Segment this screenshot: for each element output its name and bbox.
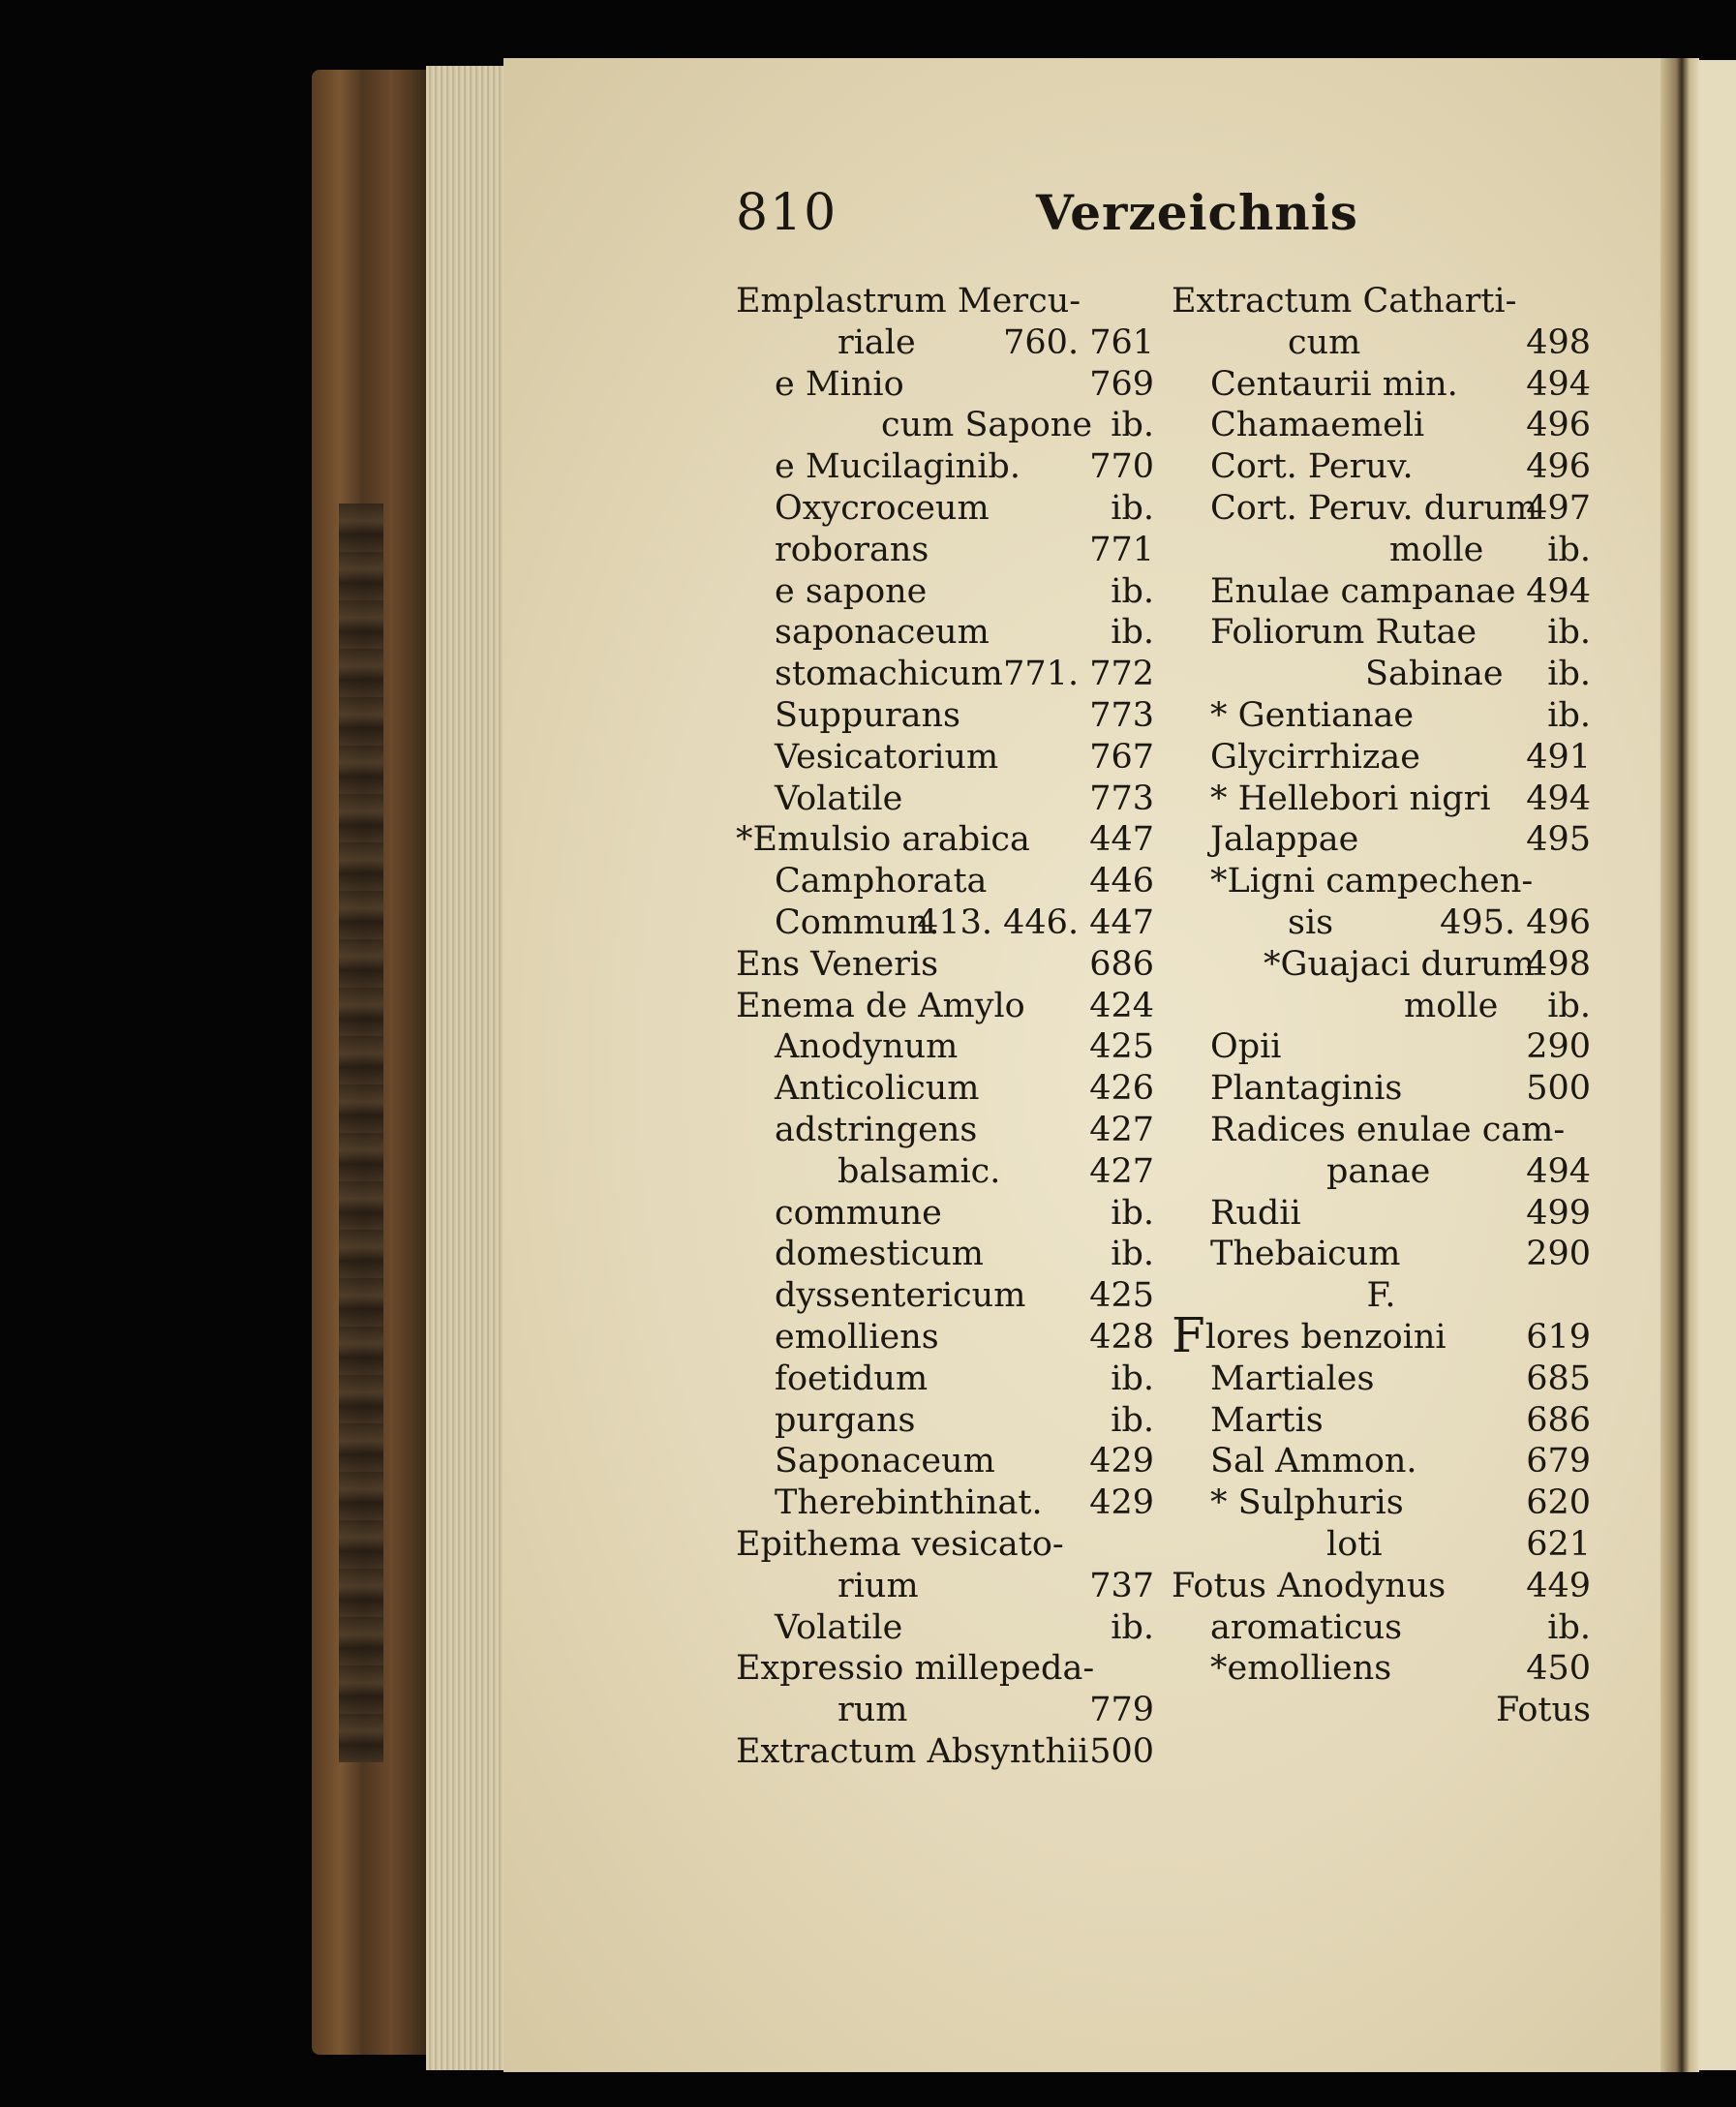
index-entry xyxy=(736,1068,1154,1110)
index-entry-text: Glycirrhizae xyxy=(1210,737,1420,777)
index-entry-term xyxy=(838,322,916,364)
index-entry-page: 495 xyxy=(1526,820,1591,860)
index-entry xyxy=(736,902,1154,944)
index-entry-page: 498 xyxy=(1526,944,1591,984)
index-entry-term xyxy=(838,1151,1000,1193)
index-entry-text: cum Sapone xyxy=(881,406,1093,445)
index-entry xyxy=(1172,1648,1591,1690)
running-title: Verzeichnis xyxy=(1036,184,1358,241)
index-entry-page: 495. 496 xyxy=(1440,902,1591,942)
index-entry xyxy=(736,819,1154,861)
index-entry xyxy=(1172,1026,1591,1068)
index-entry-page: 685 xyxy=(1526,1359,1591,1398)
index-entry xyxy=(736,654,1154,695)
index-entry-text: adstringens xyxy=(775,1110,978,1149)
index-entry-page: 620 xyxy=(1526,1483,1591,1523)
index-entry-page: 429 xyxy=(1089,1442,1154,1481)
index-entry-term xyxy=(775,1441,995,1482)
index-entry-text: Extractum Absynthii xyxy=(736,1731,1089,1771)
index-entry-term xyxy=(775,695,960,737)
index-entry-term xyxy=(1210,1234,1400,1275)
index-entry-text: Sal Ammon. xyxy=(1210,1442,1417,1481)
index-entry-term xyxy=(1210,1648,1391,1690)
index-entry-term xyxy=(1210,695,1414,737)
index-entry-term xyxy=(1210,1026,1282,1068)
index-entry xyxy=(1172,571,1591,613)
index-entry-term xyxy=(775,779,902,820)
spine-worn-leather xyxy=(339,504,383,1762)
index-entry-term xyxy=(1210,779,1491,820)
index-entry-term xyxy=(736,1731,1088,1773)
index-entry-term xyxy=(1288,322,1360,364)
index-entry xyxy=(736,1151,1154,1193)
index-entry-text: Martiales xyxy=(1210,1359,1375,1398)
index-entry-term xyxy=(736,1524,1064,1566)
index-entry-text: Cort. Peruv. xyxy=(1210,447,1414,487)
index-entry-term xyxy=(1210,488,1538,530)
index-entry-term xyxy=(775,902,939,944)
index-entry-page: 500 xyxy=(1526,1069,1591,1109)
index-entry xyxy=(1172,1193,1591,1235)
index-entry xyxy=(1172,1482,1591,1524)
index-entry xyxy=(736,1193,1154,1235)
index-entry-text: lores benzoini xyxy=(1204,1317,1447,1357)
index-entry-text: Centaurii min. xyxy=(1210,364,1458,404)
index-entry-page: 686 xyxy=(1089,944,1154,984)
index-entry-text: Sabinae xyxy=(1365,655,1504,694)
index-entry-text: riale xyxy=(838,322,916,362)
index-entry xyxy=(1172,1306,1591,1363)
index-entry-page: 770 xyxy=(1089,447,1154,487)
index-entry xyxy=(1172,695,1591,737)
index-column-right xyxy=(1172,281,1591,1731)
index-entry-term xyxy=(1210,737,1420,779)
index-entry xyxy=(736,1690,1154,1731)
index-entry-text: rium xyxy=(838,1566,919,1605)
index-entry-term xyxy=(1210,571,1516,613)
index-entry-text: Saponaceum xyxy=(775,1442,995,1481)
index-entry-text: sis xyxy=(1288,902,1334,942)
index-entry-page: 619 xyxy=(1526,1317,1591,1357)
index-entry xyxy=(1172,654,1591,695)
index-entry-text: Thebaicum xyxy=(1210,1235,1401,1274)
index-entry-page: 769 xyxy=(1089,364,1154,404)
index-entry xyxy=(736,322,1154,364)
index-entry-term xyxy=(775,446,1020,488)
index-entry-term xyxy=(736,819,1030,861)
index-entry-text: panae xyxy=(1326,1151,1431,1191)
index-entry-text: e Mucilaginib. xyxy=(775,447,1020,487)
index-entry-term xyxy=(736,281,1081,322)
index-entry xyxy=(1172,779,1591,820)
index-entry-text: *Guajaci durum xyxy=(1264,944,1535,984)
index-entry-text: Oxycroceum xyxy=(775,488,990,528)
index-entry-term xyxy=(775,1275,1025,1317)
index-entry-page: 426 xyxy=(1089,1069,1154,1109)
index-entry-term xyxy=(1326,1151,1430,1193)
index-entry-page: ib. xyxy=(1547,986,1591,1025)
index-entry-page: 494 xyxy=(1526,1151,1591,1191)
index-entry xyxy=(1172,861,1591,902)
index-entry-term xyxy=(775,1359,928,1400)
index-entry xyxy=(736,1482,1154,1524)
index-entry xyxy=(736,1524,1154,1566)
index-entry xyxy=(736,1317,1154,1359)
drop-cap: F xyxy=(1172,1306,1205,1363)
index-entry xyxy=(736,861,1154,902)
index-entry xyxy=(736,1026,1154,1068)
index-entry-term xyxy=(1172,281,1516,322)
index-entry-page: 428 xyxy=(1089,1317,1154,1357)
index-entry-page: 449 xyxy=(1526,1566,1591,1605)
index-entry-text: cum xyxy=(1288,322,1361,362)
index-entry-term xyxy=(1210,1607,1402,1649)
index-entry-text: Enema de Amylo xyxy=(736,986,1025,1025)
index-entry-term xyxy=(775,1482,1043,1524)
index-entry-text: molle xyxy=(1404,986,1499,1025)
catchword: Fotus xyxy=(1495,1691,1591,1730)
index-entry-page: 767 xyxy=(1089,737,1154,777)
index-entry-page: 429 xyxy=(1089,1483,1154,1523)
index-entry-page: ib. xyxy=(1111,1193,1154,1233)
index-entry-term xyxy=(775,571,927,613)
index-entry-page: ib. xyxy=(1547,613,1591,653)
index-entry-text: Camphorata xyxy=(775,862,988,901)
index-entry xyxy=(736,1648,1154,1690)
index-entry-term xyxy=(775,488,990,530)
index-entry-term xyxy=(1210,1359,1374,1400)
index-entry-term xyxy=(775,1607,902,1649)
index-entry-text: Fotus Anodynus xyxy=(1172,1566,1447,1605)
index-entry-page: 446 xyxy=(1089,862,1154,901)
page-number: 810 xyxy=(736,184,838,242)
index-entry xyxy=(1172,364,1591,406)
index-entry-term xyxy=(881,405,1092,446)
index-entry-page: 427 xyxy=(1089,1151,1154,1191)
index-entry-page: ib. xyxy=(1111,1400,1154,1440)
index-entry-page: 491 xyxy=(1526,737,1591,777)
index-entry-page: 771. 772 xyxy=(1003,655,1154,694)
index-entry xyxy=(1172,944,1591,986)
index-entry xyxy=(1172,281,1591,322)
index-entry xyxy=(1172,446,1591,488)
index-entry-page: 496 xyxy=(1526,406,1591,445)
index-entry-term xyxy=(1326,1524,1383,1566)
index-entry xyxy=(1172,819,1591,861)
index-entry-term xyxy=(775,612,990,654)
index-entry xyxy=(736,612,1154,654)
index-entry-page: ib. xyxy=(1111,1235,1154,1274)
index-entry-term xyxy=(1210,1110,1565,1151)
index-entry-page: 773 xyxy=(1089,779,1154,818)
index-entry-page: 494 xyxy=(1526,571,1591,611)
index-entry xyxy=(736,1359,1154,1400)
index-entry-term xyxy=(1210,1441,1417,1482)
index-entry xyxy=(736,737,1154,779)
index-entry-term xyxy=(1210,612,1477,654)
index-entry-text: * Hellebori nigri xyxy=(1210,779,1491,818)
index-entry-text: commune xyxy=(775,1193,942,1233)
index-entry-term xyxy=(1210,1400,1324,1442)
index-entry xyxy=(736,1566,1154,1607)
index-entry-term xyxy=(775,654,1003,695)
index-entry-page: ib. xyxy=(1111,613,1154,653)
index-entry xyxy=(736,1607,1154,1649)
index-entry-term xyxy=(775,1193,942,1235)
index-entry-page: 621 xyxy=(1526,1524,1591,1564)
index-entry-text: Expressio millepeda- xyxy=(736,1649,1095,1689)
index-entry-page: 450 xyxy=(1526,1649,1591,1689)
index-entry xyxy=(736,1400,1154,1442)
index-entry-text: *Ligni campechen- xyxy=(1210,862,1534,901)
index-entry-page: ib. xyxy=(1111,1359,1154,1398)
index-entry-page: 686 xyxy=(1526,1400,1591,1440)
index-entry-text: molle xyxy=(1389,530,1484,569)
index-entry xyxy=(1172,1151,1591,1193)
index-entry-text: * Sulphuris xyxy=(1210,1483,1404,1523)
index-entry xyxy=(1172,986,1591,1027)
index-entry-term xyxy=(838,1690,907,1731)
index-entry-text: Cort. Peruv. durum xyxy=(1210,488,1538,528)
index-entry-text: Extractum Catharti- xyxy=(1172,282,1517,321)
index-entry-term xyxy=(736,986,1025,1027)
index-entry xyxy=(736,405,1154,446)
index-entry-term xyxy=(775,861,987,902)
index-entry-text: Opii xyxy=(1210,1027,1282,1067)
index-entry-text: * Gentianae xyxy=(1210,695,1415,735)
page-header xyxy=(736,184,1358,252)
index-entry-term xyxy=(775,1110,977,1151)
index-entry xyxy=(736,1731,1154,1773)
index-entry xyxy=(1172,1359,1591,1400)
index-entry-text: Epithema vesicato- xyxy=(736,1524,1064,1564)
index-entry-term xyxy=(736,1648,1094,1690)
index-entry-term xyxy=(1210,446,1414,488)
index-entry-text: emolliens xyxy=(775,1317,939,1357)
index-entry-page: 773 xyxy=(1089,695,1154,735)
index-entry-term xyxy=(775,737,998,779)
index-entry xyxy=(736,364,1154,406)
index-entry-text: foetidum xyxy=(775,1359,929,1398)
index-entry-term xyxy=(1172,1566,1446,1607)
index-entry-term xyxy=(1172,1306,1447,1363)
index-entry xyxy=(1172,737,1591,779)
index-entry-text: saponaceum xyxy=(775,613,990,653)
index-entry-text: Plantaginis xyxy=(1210,1069,1403,1109)
index-entry-text: *emolliens xyxy=(1210,1649,1392,1689)
index-entry xyxy=(736,446,1154,488)
index-entry-term xyxy=(1210,1068,1402,1110)
index-entry-term xyxy=(1210,861,1533,902)
index-entry xyxy=(1172,1110,1591,1151)
index-entry-text: Radices enulae cam- xyxy=(1210,1110,1566,1149)
index-entry-term xyxy=(838,1566,919,1607)
index-entry-text: Jalappae xyxy=(1210,820,1359,860)
index-entry-term xyxy=(775,1234,984,1275)
index-entry-text: *Emulsio arabica xyxy=(736,820,1030,860)
index-entry-term xyxy=(1404,986,1498,1027)
index-entry-term xyxy=(775,1026,958,1068)
index-entry-term xyxy=(1210,1482,1404,1524)
book-gutter xyxy=(1660,58,1699,2072)
index-entry xyxy=(1172,1068,1591,1110)
index-entry-text: Suppurans xyxy=(775,695,960,735)
index-column-left xyxy=(736,281,1154,1773)
index-entry-page: ib. xyxy=(1111,406,1154,445)
index-entry-text: stomachicum xyxy=(775,655,1003,694)
index-entry-term xyxy=(1365,654,1504,695)
index-entry-page: 679 xyxy=(1526,1442,1591,1481)
index-entry-text: Anodynum xyxy=(775,1027,959,1067)
index-entry-text: Therebinthinat. xyxy=(775,1483,1043,1523)
index-entry-text: Volatile xyxy=(775,1607,903,1647)
index-entry-page: 425 xyxy=(1089,1027,1154,1067)
index-entry-page: ib. xyxy=(1547,530,1591,569)
index-entry-text: roborans xyxy=(775,530,929,569)
index-entry xyxy=(736,488,1154,530)
index-entry-text: loti xyxy=(1326,1524,1383,1564)
index-entry-term xyxy=(775,1068,979,1110)
index-entry xyxy=(736,530,1154,571)
index-entry-text: e Minio xyxy=(775,364,904,404)
index-entry-page: 494 xyxy=(1526,779,1591,818)
index-entry-page: ib. xyxy=(1111,488,1154,528)
index-entry-text: Foliorum Rutae xyxy=(1210,613,1477,653)
index-entry-term xyxy=(1210,364,1458,406)
index-entry-term xyxy=(1389,530,1483,571)
index-entry-page: 760. 761 xyxy=(1003,322,1154,362)
index-entry-term xyxy=(1264,944,1535,986)
index-entry-page: 499 xyxy=(1526,1193,1591,1233)
index-entry-term xyxy=(1210,405,1424,446)
index-entry xyxy=(736,779,1154,820)
index-entry-page: 771 xyxy=(1089,530,1154,569)
index-entry-page: ib. xyxy=(1547,655,1591,694)
index-entry-text: rum xyxy=(838,1691,908,1730)
index-entry-term xyxy=(775,530,929,571)
index-entry xyxy=(736,1110,1154,1151)
index-entry xyxy=(1172,322,1591,364)
index-entry-text: balsamic. xyxy=(838,1151,1001,1191)
index-entry-page: 497 xyxy=(1526,488,1591,528)
index-entry-text: Rudii xyxy=(1210,1193,1301,1233)
index-entry-page: ib. xyxy=(1111,571,1154,611)
index-entry xyxy=(1172,1234,1591,1275)
index-entry xyxy=(1172,530,1591,571)
index-entry-page: 424 xyxy=(1089,986,1154,1025)
index-entry-text: Chamaemeli xyxy=(1210,406,1425,445)
index-entry-term xyxy=(775,1400,915,1442)
index-entry-text: Enulae campanae xyxy=(1210,571,1516,611)
index-entry-text: Volatile xyxy=(775,779,903,818)
index-entry xyxy=(736,986,1154,1027)
index-entry-page: 447 xyxy=(1089,820,1154,860)
index-entry-page: ib. xyxy=(1111,1607,1154,1647)
index-entry-page: 496 xyxy=(1526,447,1591,487)
index-entry-page: 500 xyxy=(1089,1731,1154,1771)
index-entry-term xyxy=(1210,1193,1301,1235)
index-entry xyxy=(1172,488,1591,530)
index-entry xyxy=(736,281,1154,322)
index-entry-text: Ens Veneris xyxy=(736,944,939,984)
index-entry xyxy=(736,571,1154,613)
section-letter: F. xyxy=(1366,1276,1396,1316)
index-entry-page: 413. 446. 447 xyxy=(917,902,1154,942)
index-entry-term xyxy=(775,364,904,406)
index-entry xyxy=(736,1275,1154,1317)
index-entry-page: 779 xyxy=(1089,1691,1154,1730)
index-entry xyxy=(736,695,1154,737)
index-entry-page: 290 xyxy=(1526,1027,1591,1067)
index-entry-term xyxy=(736,944,938,986)
facing-page-edge xyxy=(1699,60,1736,2070)
index-entry xyxy=(1172,1441,1591,1482)
index-entry xyxy=(1172,902,1591,944)
index-entry-text: dyssentericum xyxy=(775,1276,1026,1316)
index-entry xyxy=(1172,1566,1591,1607)
index-entry-text: Anticolicum xyxy=(775,1069,980,1109)
index-entry xyxy=(1172,1607,1591,1649)
index-entry xyxy=(1172,1400,1591,1442)
index-entry-text: Martis xyxy=(1210,1400,1324,1440)
index-entry-page: ib. xyxy=(1547,695,1591,735)
index-entry xyxy=(1172,405,1591,446)
index-entry xyxy=(736,1441,1154,1482)
index-entry-page: ib. xyxy=(1547,1607,1591,1647)
index-entry xyxy=(1172,1524,1591,1566)
index-entry xyxy=(1172,612,1591,654)
index-entry-page: 290 xyxy=(1526,1235,1591,1274)
index-entry-term xyxy=(775,1317,939,1359)
index-entry-text: Vesicatorium xyxy=(775,737,999,777)
index-entry-page: 737 xyxy=(1089,1566,1154,1605)
index-entry-term xyxy=(1210,819,1358,861)
index-entry-text: e sapone xyxy=(775,571,928,611)
index-entry xyxy=(736,944,1154,986)
index-entry-text: aromaticus xyxy=(1210,1607,1403,1647)
index-entry-page: 498 xyxy=(1526,322,1591,362)
index-entry xyxy=(736,1234,1154,1275)
index-entry-text: purgans xyxy=(775,1400,916,1440)
index-entry-text: Commun. xyxy=(775,902,940,942)
index-entry-text: Emplastrum Mercu- xyxy=(736,282,1081,321)
index-entry-page: 494 xyxy=(1526,364,1591,404)
index-entry-page: 427 xyxy=(1089,1110,1154,1149)
index-entry-page: 425 xyxy=(1089,1276,1154,1316)
index-entry-text: domesticum xyxy=(775,1235,984,1274)
index-entry-term xyxy=(1288,902,1333,944)
